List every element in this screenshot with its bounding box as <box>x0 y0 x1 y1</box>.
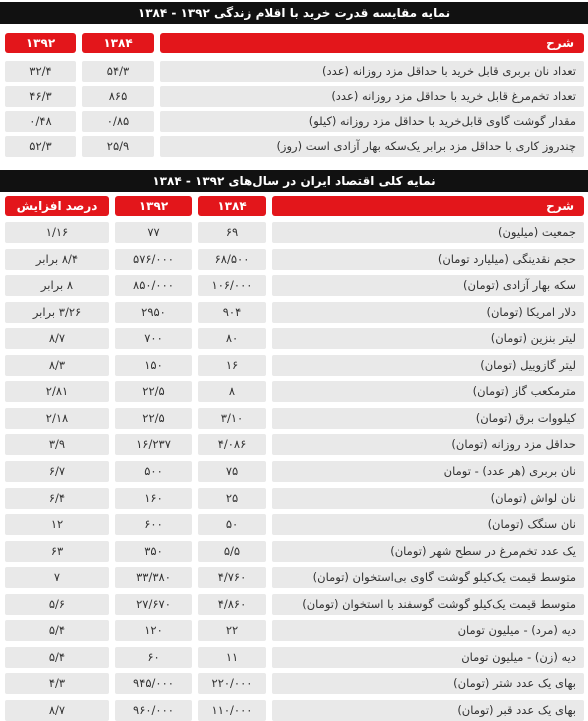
table2-cell-increase: ۵/۴ <box>5 620 109 641</box>
table2-cell-desc: بهای یک عدد شتر (تومان) <box>272 673 584 694</box>
table2-cell-increase: ۸/۴ برابر <box>5 249 109 270</box>
table2-cell-increase: ۸/۳ <box>5 355 109 376</box>
table1-header-1384: ۱۳۸۴ <box>82 33 154 53</box>
table2-cell-1384: ۱۱ <box>198 647 266 668</box>
table1-cell-1384: ۲۵/۹ <box>82 136 154 157</box>
table2-cell-1392: ۲۹۵۰ <box>115 302 192 323</box>
table2-cell-1384: ۹۰۴ <box>198 302 266 323</box>
table2-cell-1384: ۲۲ <box>198 620 266 641</box>
table2-cell-1392: ۷۰۰ <box>115 328 192 349</box>
table1-cell-desc: مقدار گوشت گاوی قابل‌خرید با حداقل مزد روزانه (کیلو) <box>160 111 584 132</box>
table2-cell-increase: ۳/۹ <box>5 434 109 455</box>
table2-cell-1384: ۵/۵ <box>198 541 266 562</box>
table2-cell-desc: نان بربری (هر عدد) - تومان <box>272 461 584 482</box>
table2-cell-increase: ۴/۳ <box>5 673 109 694</box>
table2-cell-desc: نان سنگک (تومان) <box>272 514 584 535</box>
table2-cell-1384: ۱۱۰/۰۰۰ <box>198 700 266 721</box>
table1-cell-1392: ۰/۴۸ <box>5 111 76 132</box>
table2-cell-desc: دلار امریکا (تومان) <box>272 302 584 323</box>
table2-cell-1384: ۷۵ <box>198 461 266 482</box>
table1-header-desc: شرح <box>160 33 584 53</box>
table2-cell-1392: ۳۳/۳۸۰ <box>115 567 192 588</box>
table2-cell-desc: لیتر گازوییل (تومان) <box>272 355 584 376</box>
table1-cell-1392: ۴۶/۳ <box>5 86 76 107</box>
table2-cell-increase: ۸ برابر <box>5 275 109 296</box>
table2-cell-1384: ۲۵ <box>198 488 266 509</box>
table1-cell-1384: ۵۴/۳ <box>82 61 154 82</box>
table2-cell-desc: سکه بهار آزادی (تومان) <box>272 275 584 296</box>
table2-cell-increase: ۵/۶ <box>5 594 109 615</box>
table2-cell-1384: ۸ <box>198 381 266 402</box>
table2-cell-1392: ۱۶۰ <box>115 488 192 509</box>
table2-cell-desc: یک عدد تخم‌مرغ در سطح شهر (تومان) <box>272 541 584 562</box>
table2-cell-increase: ۶۳ <box>5 541 109 562</box>
table2-cell-desc: جمعیت (میلیون) <box>272 222 584 243</box>
table2-header-1384: ۱۳۸۴ <box>198 196 266 216</box>
table2-cell-desc: حجم نقدینگی (میلیارد تومان) <box>272 249 584 270</box>
table2-cell-increase: ۸/۷ <box>5 328 109 349</box>
table2-header-increase: درصد افزایش <box>5 196 109 216</box>
table2-cell-1392: ۲۷/۶۷۰ <box>115 594 192 615</box>
table2-cell-1392: ۳۵۰ <box>115 541 192 562</box>
table2-cell-1384: ۴/۷۶۰ <box>198 567 266 588</box>
table1-cell-1392: ۳۲/۴ <box>5 61 76 82</box>
table2-cell-1384: ۱۶ <box>198 355 266 376</box>
table1-title: نمایه مقایسه قدرت خرید با اقلام زندگی ۱۳۹۲ - ۱۳۸۴ <box>0 2 588 24</box>
table1-cell-1392: ۵۲/۳ <box>5 136 76 157</box>
table2-cell-1384: ۲۲۰/۰۰۰ <box>198 673 266 694</box>
table2-cell-1384: ۱۰۶/۰۰۰ <box>198 275 266 296</box>
table2-cell-1392: ۸۵۰/۰۰۰ <box>115 275 192 296</box>
table2-cell-increase: ۱۲ <box>5 514 109 535</box>
table2-cell-desc: لیتر بنزین (تومان) <box>272 328 584 349</box>
table2-cell-1392: ۱۵۰ <box>115 355 192 376</box>
table2-cell-increase: ۱/۱۶ <box>5 222 109 243</box>
table1-cell-1384: ۸۶۵ <box>82 86 154 107</box>
table2-title: نمایه کلی اقتصاد ایران در سال‌های ۱۳۹۲ - ۱۳۸۴ <box>0 170 588 192</box>
table2-cell-desc: متوسط قیمت یک‌کیلو گوشت گوسفند با استخوان (تومان) <box>272 594 584 615</box>
table2-cell-1392: ۵۰۰ <box>115 461 192 482</box>
table2-cell-increase: ۵/۴ <box>5 647 109 668</box>
table1-cell-desc: تعداد تخم‌مرغ قابل خرید با حداقل مزد روزانه (عدد) <box>160 86 584 107</box>
table2-cell-1392: ۹۶۰/۰۰۰ <box>115 700 192 721</box>
table2-cell-1384: ۵۰ <box>198 514 266 535</box>
table2-header-1392: ۱۳۹۲ <box>115 196 192 216</box>
table2-cell-desc: متوسط قیمت یک‌کیلو گوشت گاوی بی‌استخوان (تومان) <box>272 567 584 588</box>
table2-cell-1392: ۹۴۵/۰۰۰ <box>115 673 192 694</box>
table1-cell-desc: تعداد نان بربری قابل خرید با حداقل مزد روزانه (عدد) <box>160 61 584 82</box>
table2-cell-desc: نان لواش (تومان) <box>272 488 584 509</box>
table2-cell-1392: ۶۰ <box>115 647 192 668</box>
table2-cell-1392: ۱۶/۲۳۷ <box>115 434 192 455</box>
table2-cell-desc: حداقل مزد روزانه (تومان) <box>272 434 584 455</box>
table2-cell-desc: بهای یک عدد قبر (تومان) <box>272 700 584 721</box>
table2-cell-desc: دیه (زن) - میلیون تومان <box>272 647 584 668</box>
table2-cell-1384: ۶۹ <box>198 222 266 243</box>
table2-cell-desc: مترمکعب گاز (تومان) <box>272 381 584 402</box>
table2-cell-increase: ۸/۷ <box>5 700 109 721</box>
table2-cell-increase: ۲/۱۸ <box>5 408 109 429</box>
table2-header-desc: شرح <box>272 196 584 216</box>
table2-cell-1384: ۳/۱۰ <box>198 408 266 429</box>
table2-cell-1384: ۴/۰۸۶ <box>198 434 266 455</box>
table2-cell-increase: ۶/۷ <box>5 461 109 482</box>
table1-cell-1384: ۰/۸۵ <box>82 111 154 132</box>
table2-cell-increase: ۷ <box>5 567 109 588</box>
table2-cell-1384: ۸۰ <box>198 328 266 349</box>
table2-cell-increase: ۶/۴ <box>5 488 109 509</box>
table2-cell-1384: ۴/۸۶۰ <box>198 594 266 615</box>
table2-cell-1392: ۷۷ <box>115 222 192 243</box>
table2-cell-1384: ۶۸/۵۰۰ <box>198 249 266 270</box>
table1-header-1392: ۱۳۹۲ <box>5 33 76 53</box>
table2-cell-1392: ۶۰۰ <box>115 514 192 535</box>
table2-cell-1392: ۱۲۰ <box>115 620 192 641</box>
table2-cell-desc: کیلووات برق (تومان) <box>272 408 584 429</box>
table2-cell-increase: ۲/۸۱ <box>5 381 109 402</box>
table2-cell-increase: ۳/۲۶ برابر <box>5 302 109 323</box>
table2-cell-desc: دیه (مرد) - میلیون تومان <box>272 620 584 641</box>
table2-cell-1392: ۲۲/۵ <box>115 408 192 429</box>
table2-cell-1392: ۵۷۶/۰۰۰ <box>115 249 192 270</box>
table2-cell-1392: ۲۲/۵ <box>115 381 192 402</box>
table1-cell-desc: چندروز کاری با حداقل مزد برابر یک‌سکه بهار آزادی است (روز) <box>160 136 584 157</box>
